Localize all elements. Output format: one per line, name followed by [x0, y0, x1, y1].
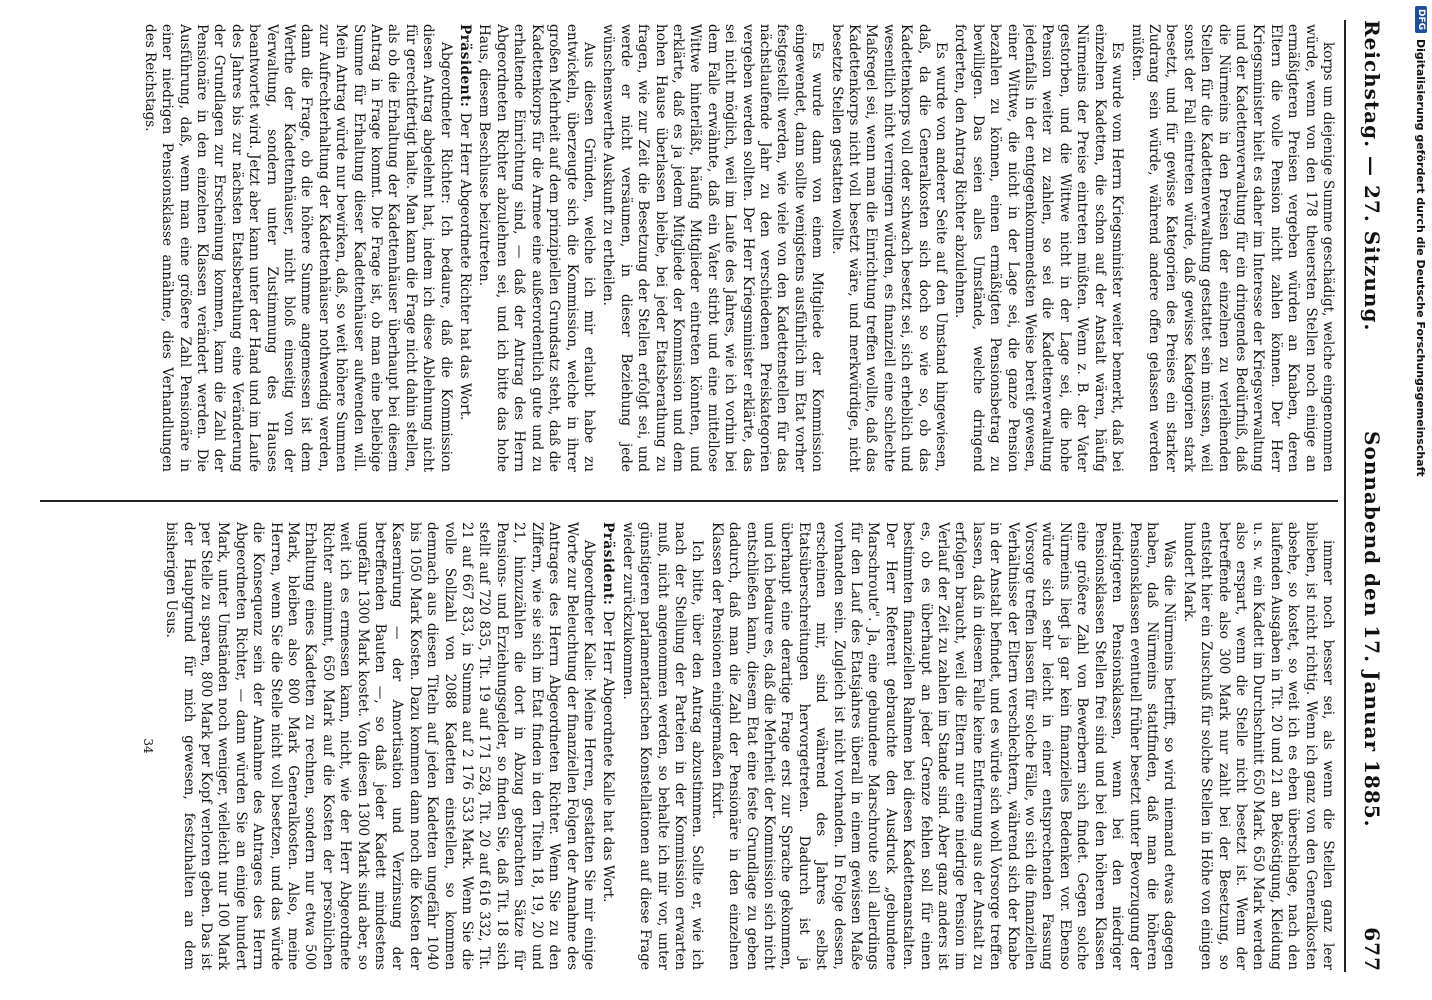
- speaker-label: Präsident:: [457, 24, 474, 113]
- dfg-sidebar: [1410, 0, 1432, 1000]
- dfg-credit: [1410, 0, 1432, 1000]
- paragraph: [1127, 24, 1336, 472]
- paragraph-text: Abgeordneter Richter: Ich bedaure, daß die Kommission diesen Antrag abgelehnt hat, indem ich diese Ablehnung nicht für gerechtfertigt halte. Man kann die Frage nicht dahin stellen, als ob die Erhaltung der Kadettenhäuser überhaupt bei diesem Antrag in Frage kommt. Die Frage ist, ob man eine beliebige Summe für Erhaltung dieser Kadettenhäuser aufwenden will. Mein Antrag würde nur bewirken, daß, so weit höhere Summen zur Aufrechterhaltung der Kadettenhäuser nothwendig werden, dann die Frage, ob die höhere Summe angemessen ist dem Werthe der Kadettenhäuser, nicht bloß einseitig von der Verwaltung, sondern unter Zustimmung des Hauses beantwortet wird. Jetzt aber kann unter der Hand und im Laufe des Jahres bis zur nächsten Etatsberathung eine Veränderung der Grundlagen zur Erscheinung kommen, kann die Zahl der Pensionäre in den einzelnen Klassen verändert werden. Die Ausführung, daß, wenn man eine größere Zahl Pensionäre in einer niedrigen Pensionsklasse annähme, dies Verhandlungen des Reichstags.: [141, 24, 454, 472]
- page-header: [1352, 20, 1392, 972]
- paragraph: [951, 24, 1125, 472]
- header-left: Reichstag. — 27. Sitzung.: [1360, 20, 1384, 332]
- page-number: 677: [1360, 927, 1384, 972]
- paragraph: [707, 522, 1177, 970]
- paragraph: [475, 24, 597, 472]
- paragraph: [140, 24, 453, 472]
- paragraph: [599, 522, 616, 970]
- paragraph: [827, 24, 949, 472]
- paragraph: [599, 24, 825, 472]
- dfg-credit-text: Digitalisierung gefördert durch die Deutsche Forschungsgemeinschaft: [1414, 39, 1428, 477]
- paragraph: [1179, 522, 1336, 970]
- signature-mark: 34: [140, 738, 155, 754]
- paragraph-text: korps um diejenige Summe geschädigt, welche eingenommen würde, wenn von den 178 theuersten Stellen noch einige an ermäßigteren Preisen vergeben würden an Knaben, deren Eltern die volle Pension nicht zahlen können. Der Herr Kriegsminister hielt es daher im Interesse der Kriegsverwaltung und der Kadettenverwaltung für ein dringendes Bedürfniß, daß die Nürmeins in den Preisen der einzelnen zu verleihenden Stellen für die Kadettenverwaltung gestattet sein müssen, weil sonst der Fall eintreten würde, daß gewisse Kategorien stark besetzt, und für gewisse Kategorien des Preises ein starker Zudrang sein würde, während andere offen gelassen werden müßten.: [1128, 24, 1336, 472]
- paragraph-text: Der Herr Abgeordnete Richter hat das Wort.: [457, 112, 474, 421]
- speaker-label: Präsident:: [600, 522, 617, 611]
- header-rule: [1344, 20, 1346, 972]
- right-column: [30, 522, 1336, 970]
- paragraph-text: Es wurde dann von einem Mitgliede der Kommission eingewendet, dann sollte wenigstens ausführlich im Etat vorher festgestellt werden, wie viele von den Kadettenstellen für das nächstlaufende Jahr zu den verschiedenen Preiskategorien vergeben werden sollten. Der Herr Kriegsminister erklärte, das sei nicht möglich, weil im Laufe des Jahres, wie ich vorhin bei dem Falle erwähnte, daß ein Vater stirbt und eine mittellose Wittwe hinterläßt, häufig Mitglieder eintreten könnten, und erklärte, daß es ja jedem Mitgliede der Kommission und dem hohen Hause überlassen bleibe, bei jeder Etatsberathung zu fragen, wie zur Zeit die Besetzung der Stellen erfolgt sei, und werde er nicht versäumen, in dieser Beziehung jede wünschenswerthe Auskunft zu ertheilen.: [600, 24, 826, 472]
- column-divider: [40, 500, 1338, 502]
- paragraph: [618, 522, 705, 970]
- paragraph-text: immer noch besser sei, als wenn die Stellen ganz leer blieben, ist nicht richtig. Wenn ich ganz von den Generalkosten absehe, so kostet, so weit ich es eben überschlage, nach den laufenden Ausgaben in Tit. 20 und 21 an Beköstigung, Kleidung u. s. w. ein Kadett im Durchschnitt 650 Mark. 650 Mark werden also erspart, wenn die Stelle nicht besetzt ist. Wenn der betreffende also 300 Mark nur zahlt bei der Besetzung, so entsteht hier ein Zuschuß für solche Stellen in Höhe von einigen hundert Mark.: [1180, 522, 1336, 970]
- paragraph-text: Es wurde vom Herrn Kriegsminister weiter bemerkt, daß bei einzelnen Kadetten, die schon auf der Anstalt wären, häufig Nürmeins der Preise eintreten müßten. Wenn z. B. der Vater gestorben, und die Wittwe nicht in der Lage sei, die hohe Pension weiter zu zahlen, so sei die Kadettenverwaltung jedenfalls in der entgegenkommendsten Weise bereit gewesen, einer Wittwe, die nicht in der Lage sei, die ganze Pension bezahlen zu können, einen ermäßigten Pensionsbetrag zu bewilligen. Das seien alles Umstände, welche dringend forderten, den Antrag Richter abzulehnen.: [952, 24, 1126, 472]
- paragraph: [162, 522, 597, 970]
- paragraph-text: Was die Nürmeins betrifft, so wird niemand etwas dagegen haben, daß Nürmeins stattfinden, daß man die höheren Pensionsklassen eventuell früher besetzt unter Bevorzugung der niedrigeren Pensionsklassen, wenn bei den niedriger Pensionsklassen Stellen frei sind und bei den höheren Klassen eine größere Zahl von Bewerbern sich findet. Gegen solche Nürmeins liegt ja gar kein finanzielles Bedenken vor. Ebenso würde sich sehr leicht in einer entsprechenden Fassung Vorsorge treffen lassen für solche Fälle, wo sich die finanziellen Verhältnisse der Eltern verschlechtern, während sich der Knabe in der Anstalt befindet, und es würde sich wohl Vorsorge treffen lassen, daß in diesem Falle keine Entfernung aus der Anstalt zu erfolgen braucht, weil die Eltern nur eine niedrige Pension im Verlauf der Zeit zu zahlen im Stande sind. Aber ganz anders ist es, ob es überhaupt an jeder Grenze fehlen soll für einen bestimmten finanziellen Rahmen bei diesen Kadettenanstalten. Der Herr Referent gebrauchte den Ausdruck „gebundene Marschroute". Ja, eine gebundene Marschroute soll allerdings für den Lauf des Etatsjahres überall in einem gewissen Maße vorhanden sein. Zugleich ist nicht vorhanden. In Folge dessen, erscheinen mir, sind während des Jahres selbst Etatsüberschreitungen hervorgetreten. Dadurch ist ja überhaupt eine derartige Frage erst zur Sprache gekommen, und ich bedaure es, daß die Mehrheit der Kommission sich nicht entschließen kann, diesem Etat eine feste Grundlage zu geben dadurch, daß man die Zahl der Pensionäre in den einzelnen Klassen der Pensionen einigermaßen fixirt.: [708, 522, 1178, 970]
- header-date: Sonnabend den 17. Januar 1885.: [1360, 431, 1384, 828]
- paragraph: [456, 24, 473, 472]
- paragraph-text: Es wurde von anderer Seite auf den Umstand hingewiesen, daß, da die Generalkosten sich doch so wie so, ob das Kadettenkorps voll oder schwach besetzt sei, sich erheblich und wesentlich nicht verringern würden, es finanziell eine schlechte Maßregel sei, wenn man die Einrichtung treffen wollte, daß das Kadettenkorps nicht voll besetzt wäre, und merkwürdige, nicht besetzte Stellen gestatten wollte.: [828, 24, 950, 472]
- paragraph-text: Der Herr Abgeordnete Kalle hat das Wort.: [600, 610, 617, 903]
- dfg-logo: DFG: [1415, 6, 1427, 33]
- paragraph-text: Abgeordneter Kalle: Meine Herren, gestatten Sie mir einige Worte zur Beleuchtung der finanziellen Folgen der Annahme des Antrages des Herrn Abgeordneten Richter. Wenn Sie zu den Ziffern, wie sie sich im Etat finden in den Titeln 18, 19, 20 und 21, hinzuzählen die dort in Abzug gebrachten Sätze für Pensions- und Erziehungsgelder, so finden Sie, daß Tit. 18 sich stellt auf 720 835, Tit. 19 auf 171 528, Tit. 20 auf 616 332, Tit. 21 auf 667 833, in Summa auf 2 176 533 Mark. Wenn Sie die volle Sollzahl von 2088 Kadetten einstellen, so kommen demnach aus diesen Titeln auf jeden Kadetten ungefähr 1040 bis 1050 Mark Kosten. Dazu kommen dann noch die Kosten der Kasernirung — der Amortisation und Verzinsung der betreffenden Bauten —, so daß jeder Kadett mindestens ungefähr 1300 Mark kostet. Von diesen 1300 Mark sind aber, so weit ich es ermessen kann, nicht, wie der Herr Abgeordnete Richter annimmt, 650 Mark auf die Kosten der persönlichen Erhaltung eines Kadetten zu rechnen, sondern nur etwa 500 Mark, bleiben also 800 Mark Generalkosten. Also, meine Herren, wenn Sie die Stelle nicht voll besetzen, und das würde die Konsequenz sein der Annahme des Antrages des Herrn Abgeordneten Richter, — dann würden Sie an einige hundert Mark, unter Umständen noch weniger, vielleicht nur 100 Mark per Stelle zu sparen, 800 Mark per Kopf verloren geben. Das ist der Hauptgrund für mich gewesen, festzuhalten an dem bisherigen Usus.: [163, 522, 597, 970]
- paragraph-text: Ich bitte, über den Antrag abzustimmen. Sollte er, wie ich nach der Stellung der Parteien in der Kommission erwarten muß, nicht angenommen werden, so behalte ich mir vor, unter günstigeren parlamentarischen Konstellationen auf diese Frage wieder zurückzukommen.: [619, 522, 706, 970]
- paragraph-text: Aus diesen Gründen, welche ich mir erlaubt habe zu entwickeln, überzeugte sich die Kommission, welche in ihrer großen Mehrheit auf dem prinzipiellen Grundsatz steht, daß die Kadettenkorps für die Armee eine außerordentlich gute und zu erhaltende Einrichtung sind, — daß der Antrag des Herrn Abgeordneten Richter abzulehnen sei, und ich bitte das hohe Haus, diesem Beschlusse beizutreten.: [476, 24, 597, 472]
- left-column: [30, 24, 1336, 472]
